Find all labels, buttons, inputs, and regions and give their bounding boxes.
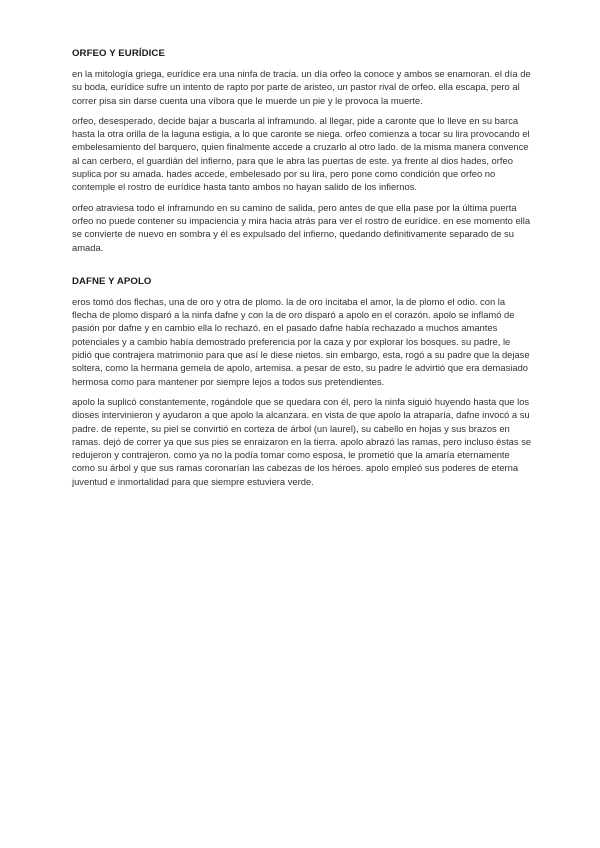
paragraph: apolo la suplicó constantemente, rogándole que se quedara con él, pero la ninfa siguió huyendo hasta que los dioses intervinieron y ayudaron a que apolo la alcanzara. en vista de que apolo la atraparía, dafne invocó a su padre. de repente, su piel se convirtió en corteza de árbol (un laurel), su cabello en hojas y sus brazos en ramas. dejó de correr ya que sus pies se enraizaron en la tierra. apolo abrazó las ramas, pero incluso éstas se redujeron y contrajeron. como ya no la podía tomar como esposa, le prometió que la amaría eternamente como su árbol y que sus ramas coronarían las cabezas de los héroes. apolo empleó sus poderes de eterna juventud e inmortalidad para que siempre estuviera verde. [72,395,532,487]
section-heading: ORFEO Y EURÍDICE [72,48,165,59]
paragraph: eros tomó dos flechas, una de oro y otra de plomo. la de oro incitaba el amor, la de plomo el odio. con la flecha de plomo disparó a la ninfa dafne y con la de oro disparó a apolo en el corazón. apolo se inflamó de pasión por dafne y en cambio ella lo rechazó. en el pasado dafne había rechazado a muchos amantes potenciales y a cambio había demostrado preferencia por la caza y por explorar los bosques. su padre, le pidió que contrajera matrimonio para que así le diese nietos. sin embargo, esta, rogó a su padre que la dejase soltera, como la hermana gemela de apolo, artemisa. a pesar de esto, su padre le advirtió que era demasiado hermosa como para mantener por siempre lejos a todos sus pretendientes. [72,295,530,387]
document-page [72,48,532,495]
section-orfeo-euridice [72,48,532,254]
paragraph: orfeo, desesperado, decide bajar a buscarla al inframundo. al llegar, pide a caronte que lo lleve en su barca hasta la otra orilla de la laguna estigia, a lo que caronte se niega. orfeo comienza a tocar su lira provocando el embelesamiento del barquero, quien finalmente accede a cruzarlo al otro lado. de la misma manera convence al can cerbero, el guardián del infierno, para que le abra las puertas de este. ya frente al dios hades, orfeo suplica por su amada. hades accede, embelesado por su lira, pero pone como condición que orfeo no contemple el rostro de eurídice hasta tanto ambos no hayan salido de los infiernos. [72,114,530,193]
paragraph: orfeo atraviesa todo el inframundo en su camino de salida, pero antes de que ella pase por la última puerta orfeo no puede contener su impaciencia y mira hacia atrás para ver el rostro de eurídice. en ese momento ella se convierte de nuevo en sombra y él es expulsado del infierno, quedando definitivamente separado de su amada. [72,201,531,253]
section-heading: DAFNE Y APOLO [72,275,152,287]
section-dafne-apolo [72,276,532,488]
paragraph: en la mitología griega, eurídice era una ninfa de tracia. un día orfeo la conoce y ambos se enamoran. el día de su boda, eurídice sufre un intento de rapto por parte de aristeo, un pastor rival de orfeo. ella escapa, pero al correr pisa sin darse cuenta una víbora que le muerde un pie y le provoca la muerte. [72,68,531,106]
